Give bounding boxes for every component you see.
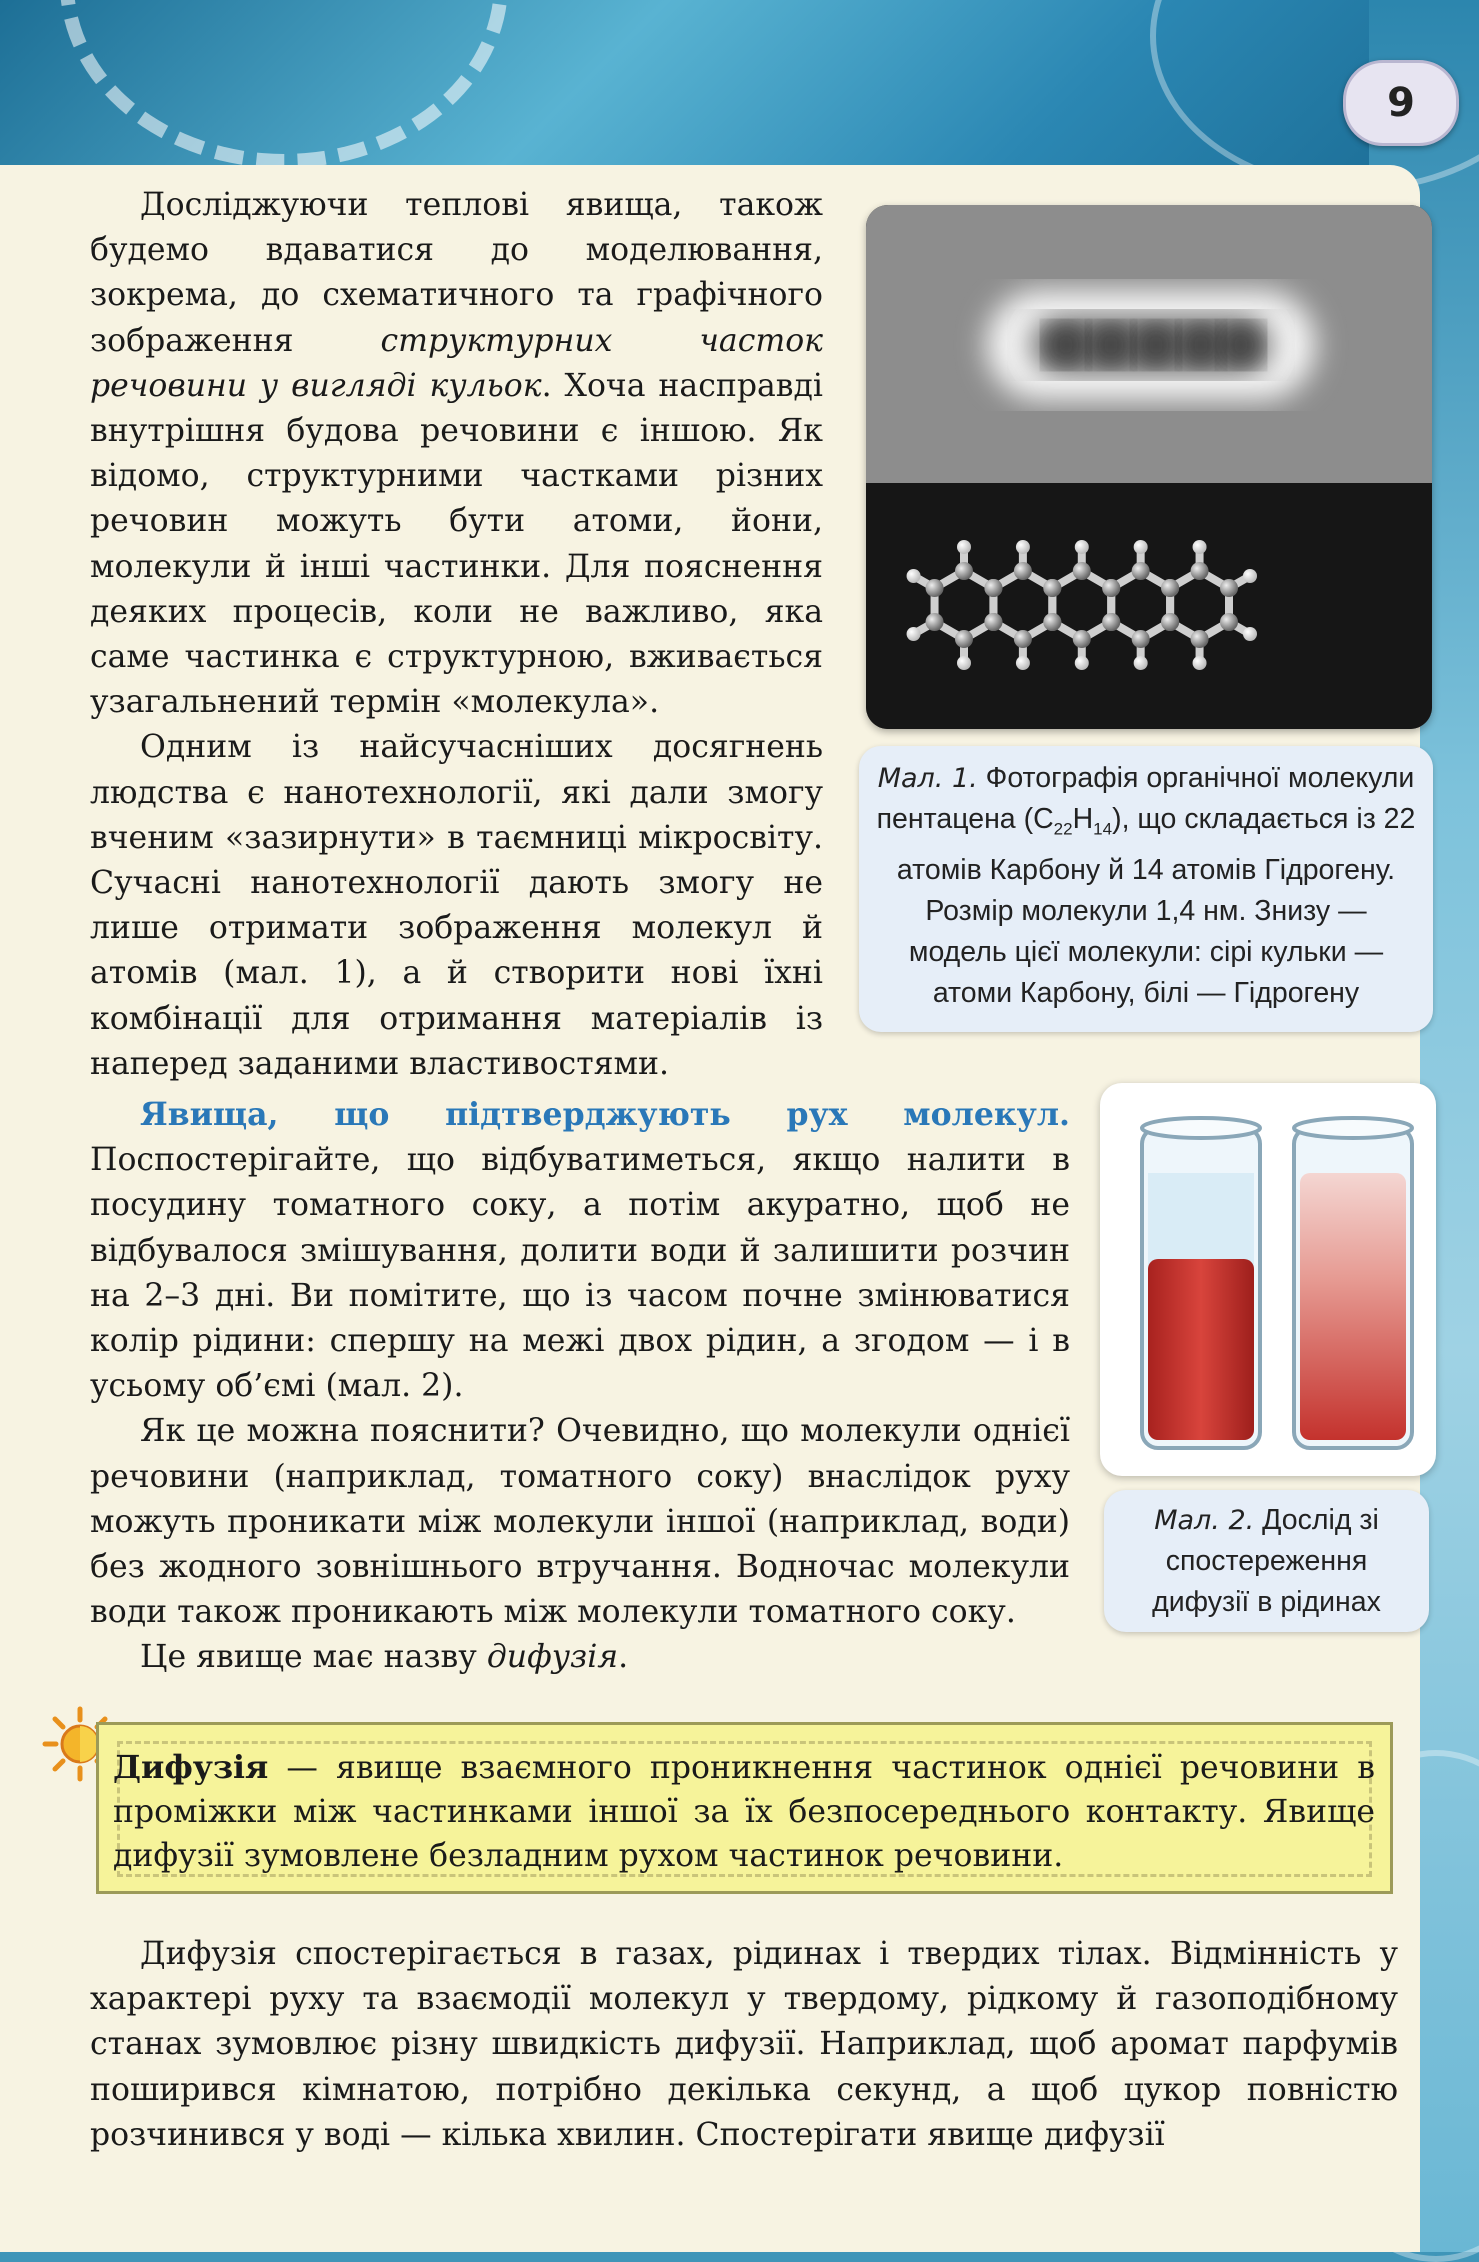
- carbon-atom: [926, 613, 944, 631]
- hydrogen-atom: [1243, 627, 1257, 641]
- hydrogen-atom: [1193, 540, 1207, 554]
- caption-text: ), що складається із 22 атомів Карбону й 14 атомів Гідрогену. Розмір молекули 1,4 нм. Знизу — модель цієї молекули: сірі кульки — атоми Карбону, білі — Гідрогену: [896, 803, 1416, 1009]
- carbon-atom: [1073, 562, 1091, 580]
- text-run: Це явище має назву: [140, 1639, 487, 1676]
- carbon-atom: [1014, 630, 1032, 648]
- text-run: . Хоча насправді внутрішня будова речовини є іншою. Як відомо, структурними частками різних речовин можуть бути атоми, йони, молекули й інші частинки. Для пояснення деяких процесів, коли не важливо, яка саме частинка є структурною, вживається узагальнений термін «молекула».: [90, 367, 823, 721]
- hydrogen-atom: [1075, 540, 1089, 554]
- figure-1-caption: [859, 746, 1433, 1032]
- carbon-atom: [955, 562, 973, 580]
- text-run: .: [618, 1639, 629, 1676]
- paragraph-3: [90, 1092, 1070, 1409]
- figure-label: Мал. 1.: [877, 763, 978, 794]
- text-run: Досліджуючи теплові явища, також будемо вдаватися до моделювання, зокрема, до схематичного та графічного зображення: [90, 187, 823, 359]
- hydrogen-atom: [1134, 656, 1148, 670]
- text-run: Поспостерігайте, що відбуватиметься, якщо налити в посудину томатного соку, а потім акуратно, щоб не відбувалося змішування, долити води й залишити розчин на 2–3 дні. Ви помітите, що із часом почне змінюватися колір рідини: спершу на межі двох рідин, а згодом — і в усьому об’ємі (мал. 2).: [90, 1142, 1070, 1405]
- hydrogen-atom: [1016, 656, 1030, 670]
- section-heading: Явища, що підтверджують рух молекул.: [140, 1096, 1070, 1133]
- carbon-atom: [1220, 579, 1238, 597]
- carbon-atom: [984, 613, 1002, 631]
- carbon-atom: [1161, 579, 1179, 597]
- carbon-atom: [955, 630, 973, 648]
- paragraph-2: Одним із найсучасніших досягнень людства є нанотехнології, які дали змогу вченим «зазирнути» в таємниці мікросвіту. Сучасні нанотехнології дають змогу не лише отримати зображення молекул й атомів (мал. 1), а й створити нові їхні комбінації для отримання матеріалів із наперед заданими властивостями.: [90, 729, 823, 1082]
- caption-text: Дослід зі спостереження дифузії в рідинах: [1152, 1504, 1381, 1618]
- carbon-atom: [1132, 630, 1150, 648]
- intro-text-block: [90, 183, 823, 1087]
- hydrogen-atom: [957, 540, 971, 554]
- carbon-atom: [1132, 562, 1150, 580]
- hydrogen-atom: [1243, 569, 1257, 583]
- paragraph-6: Дифузія спостерігається в газах, рідинах і твердих тілах. Відмінність у характері руху та взаємодії молекул у твердому, рідкому й газоподібному станах зумовлює різну швидкість дифузії. Наприклад, щоб аромат парфумів поширився кімнатою, потрібно декілька секунд, а щоб цукор повністю розчинився у воді — кілька хвилин. Спостерігати явище дифузії: [90, 1936, 1398, 2153]
- carbon-atom: [984, 579, 1002, 597]
- carbon-atom: [1102, 579, 1120, 597]
- carbon-atom: [1102, 613, 1120, 631]
- caption-text: H: [1072, 803, 1094, 835]
- paragraph-1: [90, 183, 823, 725]
- carbon-atom: [926, 579, 944, 597]
- carbon-atom: [1043, 579, 1061, 597]
- bottom-text-block: [90, 1932, 1398, 2158]
- pentacene-illustration: [866, 205, 1432, 729]
- hydrogen-atom: [1075, 656, 1089, 670]
- carbon-atom: [1191, 630, 1209, 648]
- italic-term: структурних часток речовини у вигляді кульок: [90, 322, 823, 404]
- phenomena-text-block: [90, 1092, 1070, 1681]
- hydrogen-atom: [957, 656, 971, 670]
- definition-text: [113, 1746, 1375, 1878]
- page-number: 9: [1343, 60, 1459, 146]
- carbon-atom: [1014, 562, 1032, 580]
- paragraph-4: Як це можна пояснити? Очевидно, що молекули однієї речовини (наприклад, томатного соку) внаслідок руху можуть проникати між молекули іншої (наприклад, води) без жодного зовнішнього втручання. Водночас молекули води також проникають між молекули томатного соку.: [90, 1413, 1070, 1631]
- paragraph-5: [90, 1635, 1070, 1680]
- diffusion-glasses-illustration: [1100, 1083, 1436, 1476]
- hydrogen-atom: [1134, 540, 1148, 554]
- hydrogen-atom: [1016, 540, 1030, 554]
- subscript: 22: [1053, 819, 1073, 839]
- figure-1-image: [866, 205, 1432, 729]
- figure-2-caption: [1104, 1490, 1429, 1632]
- hydrogen-atom: [907, 627, 921, 641]
- definition-body: — явище взаємного проникнення частинок однієї речовини в проміжки між частинками іншої за їх безпосереднього контакту. Явище дифузії зумовлене безладним рухом частинок речовини.: [113, 1750, 1375, 1874]
- carbon-atom: [1220, 613, 1238, 631]
- carbon-atom: [1043, 613, 1061, 631]
- italic-term: дифузія: [486, 1639, 619, 1676]
- carbon-atom: [1191, 562, 1209, 580]
- subscript: 14: [1093, 819, 1113, 839]
- hydrogen-atom: [1193, 656, 1207, 670]
- carbon-atom: [1073, 630, 1091, 648]
- figure-label: Мал. 2.: [1154, 1505, 1255, 1536]
- carbon-atom: [1161, 613, 1179, 631]
- definition-term: Дифузія: [113, 1749, 269, 1786]
- figure-2-image: [1100, 1083, 1436, 1476]
- caption-text: Фотографія органічної молекули пентацена (C: [876, 762, 1415, 835]
- hydrogen-atom: [907, 569, 921, 583]
